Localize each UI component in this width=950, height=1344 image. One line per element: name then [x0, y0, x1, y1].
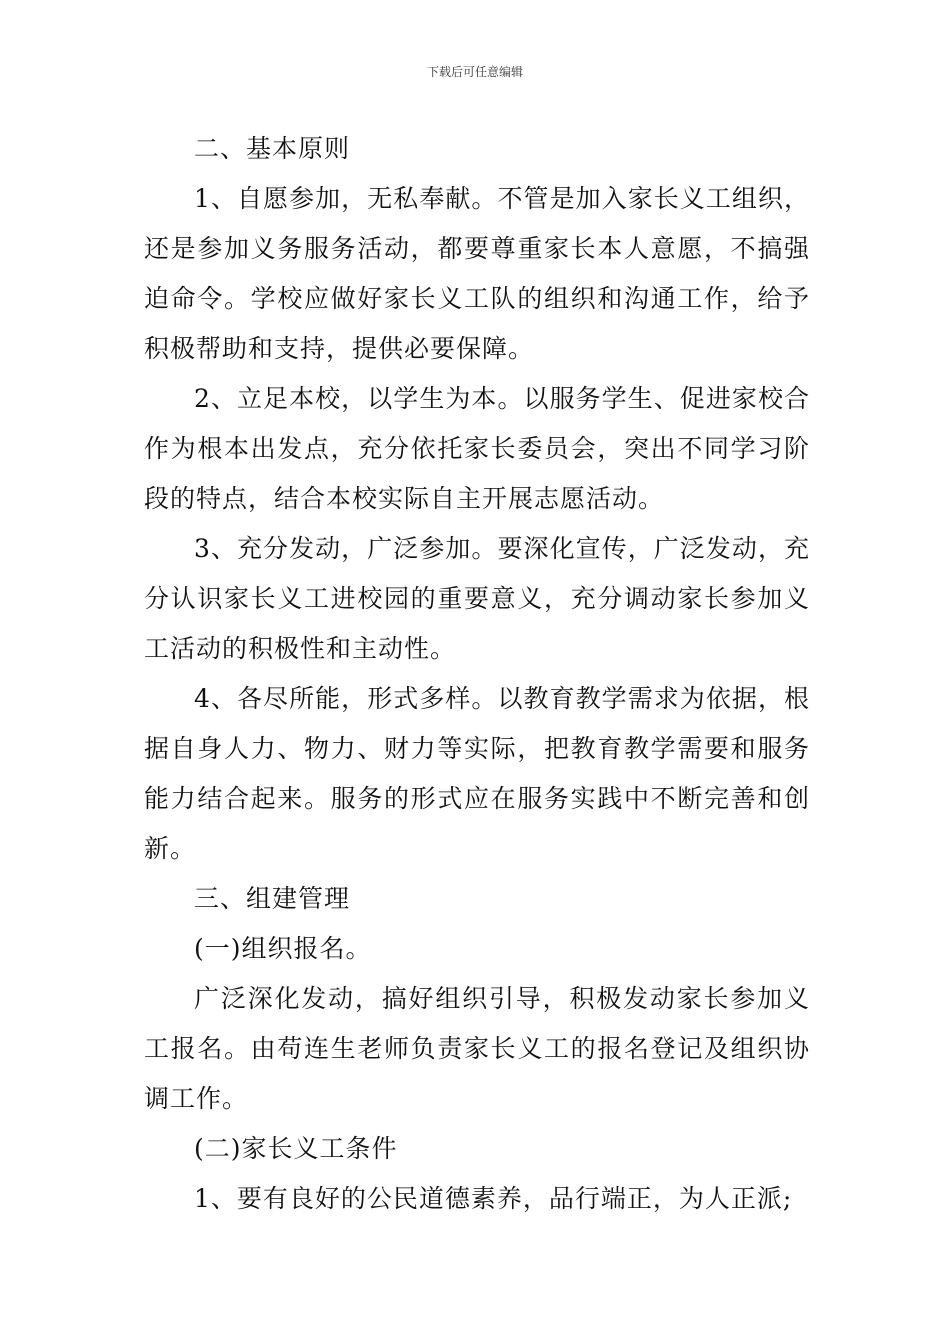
principle-4-paragraph: 4、各尽所能，形式多样。以教育教学需求为依据，根据自身人力、物力、财力等实际，把教育教学需要和服务能力结合起来。服务的形式应在服务实践中不断完善和创新。	[144, 684, 810, 863]
section-heading-organization: 三、组建管理	[194, 884, 351, 913]
principle-2-paragraph: 2、立足本校，以学生为本。以服务学生、促进家校合作为根本出发点，充分依托家长委员会，突出不同学习阶段的特点，结合本校实际自主开展志愿活动。	[144, 384, 810, 513]
page-header: 下载后可任意编辑	[426, 65, 523, 79]
document-body	[144, 124, 810, 1224]
principle-1-paragraph: 1、自愿参加，无私奉献。不管是加入家长义工组织，还是参加义务服务活动，都要尊重家长本人意愿，不搞强迫命令。学校应做好家长义工队的组织和沟通工作，给予积极帮助和支持，提供必要保障。	[144, 184, 810, 363]
principle-3-paragraph: 3、充分发动，广泛参加。要深化宣传，广泛发动，充分认识家长义工进校园的重要意义，充分调动家长参加义工活动的积极性和主动性。	[144, 534, 810, 663]
condition-1-paragraph: 1、要有良好的公民道德素养，品行端正，为人正派;	[194, 1184, 793, 1213]
section-heading-basic-principles: 二、基本原则	[194, 134, 351, 163]
subheading-volunteer-conditions: (二)家长义工条件	[194, 1134, 398, 1163]
registration-paragraph: 广泛深化发动，搞好组织引导，积极发动家长参加义工报名。由苟连生老师负责家长义工的报名登记及组织协调工作。	[144, 984, 810, 1113]
subheading-registration: (一)组织报名。	[194, 934, 372, 963]
